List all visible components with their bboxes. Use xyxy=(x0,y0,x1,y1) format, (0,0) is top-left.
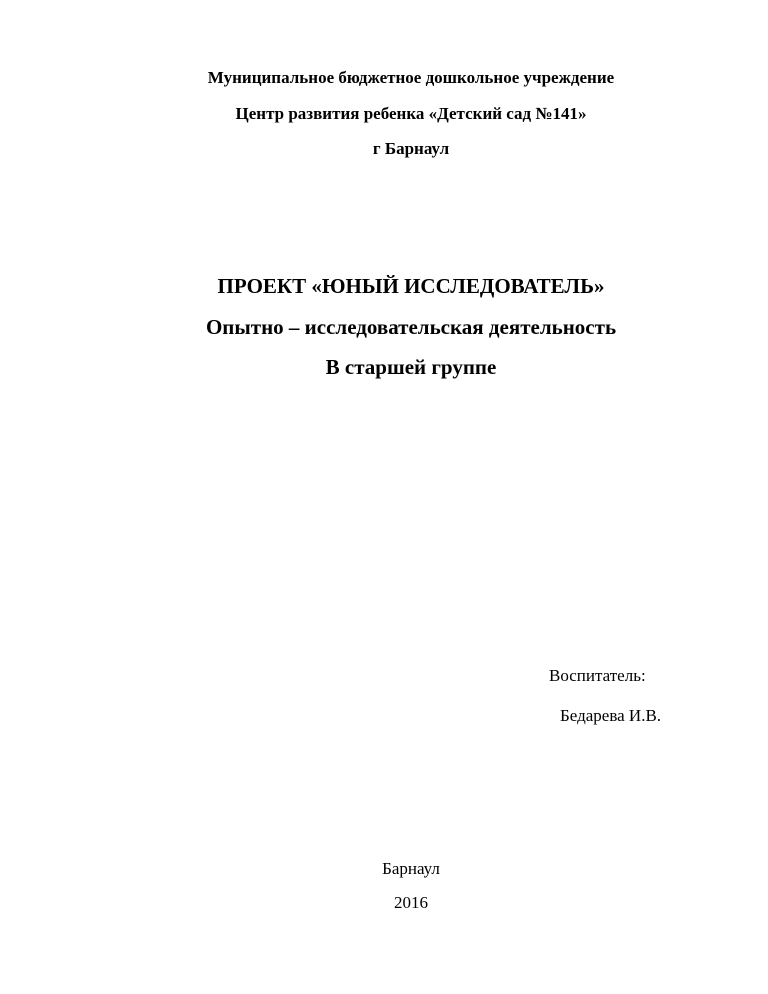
footer-year: 2016 xyxy=(394,893,428,912)
institution-name-line-2: Центр развития ребенка «Детский сад №141» xyxy=(235,104,587,123)
project-group: В старшей группе xyxy=(325,355,497,379)
author-name: Бедарева И.В. xyxy=(560,706,662,725)
institution-city: г Барнаул xyxy=(372,139,450,158)
project-subtitle: Опытно – исследовательская деятельность xyxy=(205,315,617,339)
author-role: Воспитатель: xyxy=(549,666,646,685)
footer-city: Барнаул xyxy=(382,859,440,878)
institution-name-line-1: Муниципальное бюджетное дошкольное учреждение xyxy=(207,68,615,87)
project-title: ПРОЕКТ «ЮНЫЙ ИССЛЕДОВАТЕЛЬ» xyxy=(217,274,605,298)
